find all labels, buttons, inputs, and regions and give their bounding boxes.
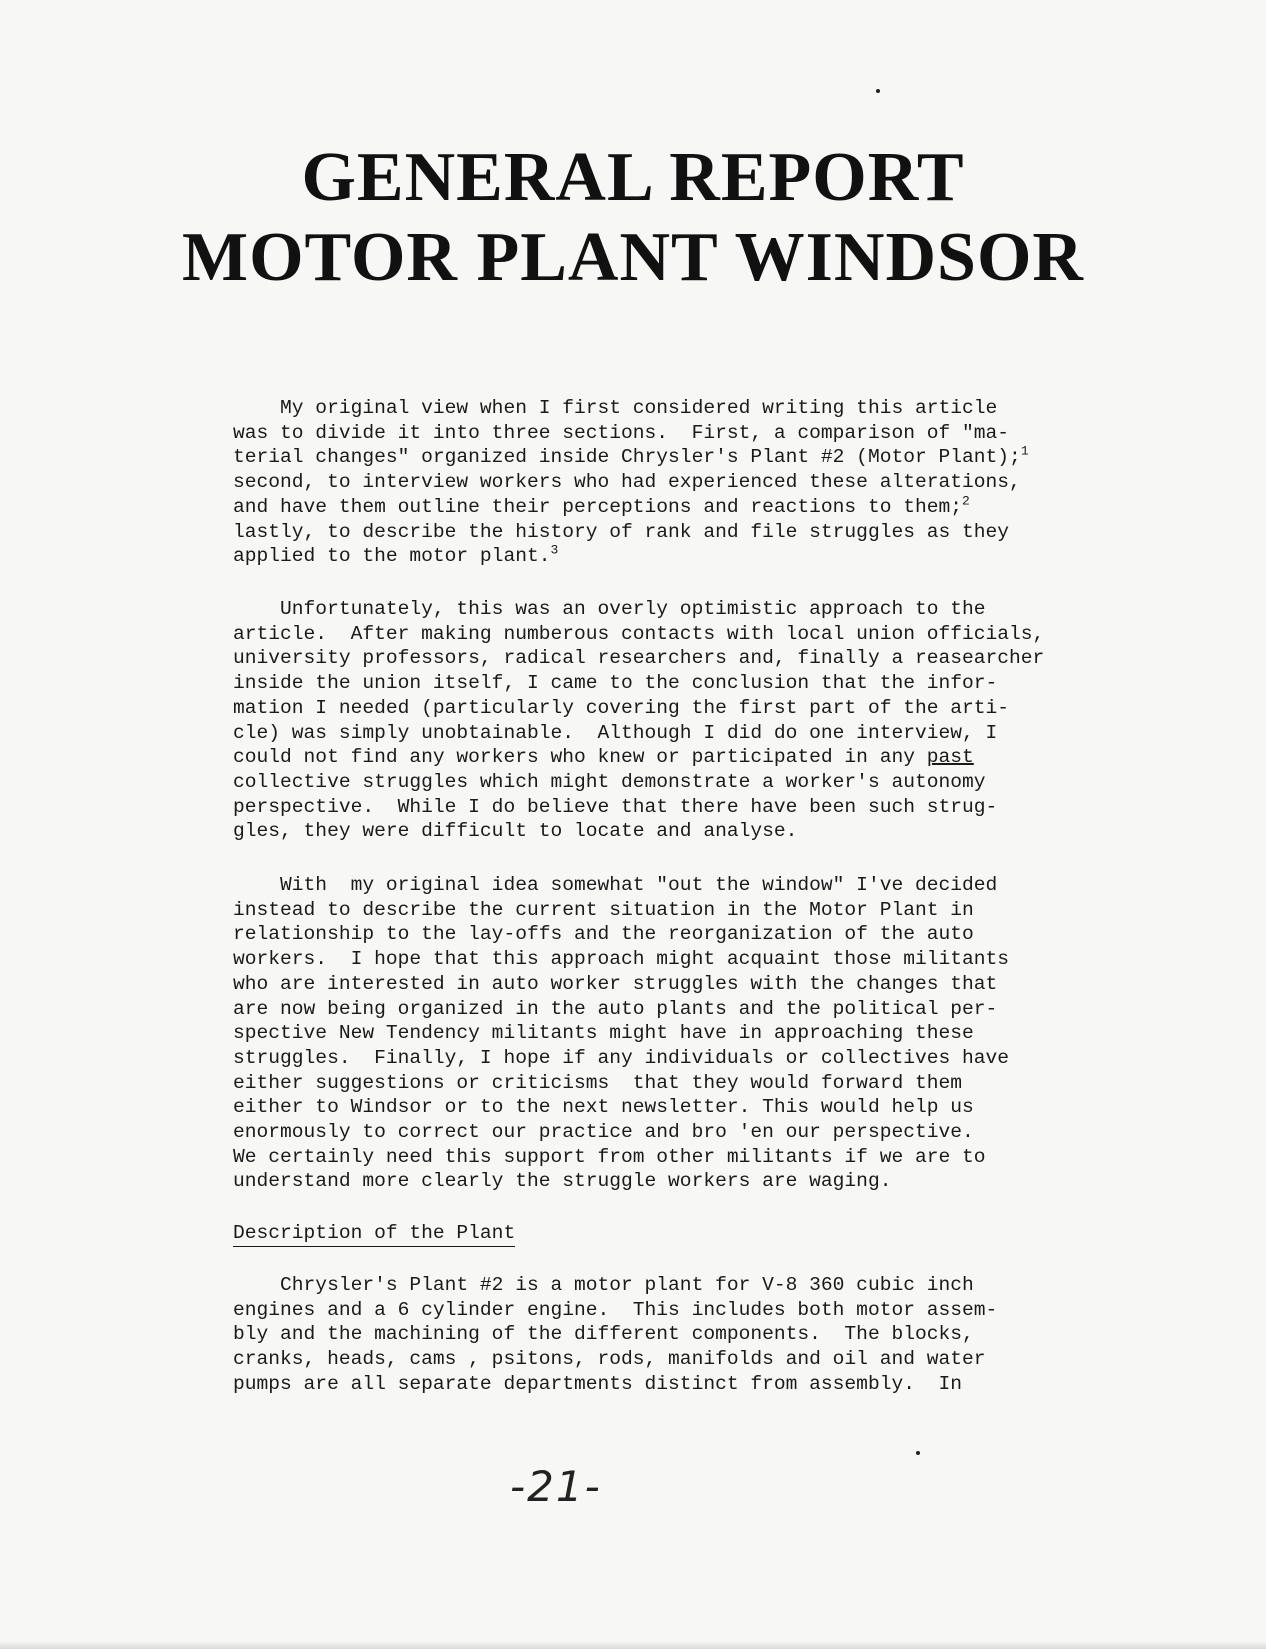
text-line: relationship to the lay-offs and the reorganization of the auto [233, 923, 974, 946]
text-line: university professors, radical researchers and, finally a reasearcher [233, 647, 1045, 670]
text-line: pumps are all separate departments distinct from assembly. In [233, 1372, 963, 1395]
paragraph-out-the-window [233, 873, 1133, 1194]
text-line: inside the union itself, I came to the conclusion that the infor- [233, 672, 998, 695]
report-title-line-1: GENERAL REPORT [301, 139, 965, 216]
text-line: terial changes" organized inside Chrysler's Plant #2 (Motor Plant); [233, 446, 1021, 469]
paragraph-plant-description [233, 1273, 1133, 1397]
text-line: was to divide it into three sections. First, a comparison of "ma- [233, 421, 1010, 444]
section-heading: Description of the Plant [233, 1221, 515, 1247]
footnote-marker: 3 [550, 542, 559, 558]
page-edge [0, 1641, 1266, 1649]
text-line: either suggestions or criticisms that they would forward them [233, 1071, 963, 1094]
text-line: We certainly need this support from other militants if we are to [233, 1145, 986, 1168]
text-line: are now being organized in the auto plants and the political per- [233, 997, 998, 1020]
text-line: and have them outline their perceptions and reactions to them; [233, 495, 963, 518]
text-line: lastly, to describe the history of rank and file struggles as they [233, 520, 1010, 543]
text-line: could not find any workers who knew or participated in any [233, 746, 927, 769]
text-line: Unfortunately, this was an overly optimistic approach to the [233, 598, 986, 620]
text-line: second, to interview workers who had experienced these alterations, [233, 471, 1021, 494]
page-number: -21- [510, 1462, 602, 1511]
text-line: article. After making numberous contacts with local union officials, [233, 622, 1045, 645]
text-line: My original view when I first considered writing this article [233, 397, 998, 419]
footnote-marker: 2 [962, 493, 970, 509]
text-line: who are interested in auto worker struggles with the changes that [233, 972, 998, 995]
text-line: bly and the machining of the different components. The blocks, [233, 1323, 974, 1346]
text-line: either to Windsor or to the next newsletter. This would help us [233, 1096, 974, 1119]
text-line: spective New Tendency militants might have in approaching these [233, 1022, 974, 1045]
paragraph-original-view [233, 396, 1133, 569]
scan-speck [876, 89, 880, 93]
text-line: workers. I hope that this approach might acquaint those militants [233, 948, 1010, 971]
text-line: applied to the motor plant. [233, 545, 551, 568]
paragraph-unfortunately [233, 597, 1133, 844]
report-title-line-2: MOTOR PLANT WINDSOR [182, 219, 1084, 296]
text-line: enormously to correct our practice and bro 'en our perspective. [233, 1121, 974, 1144]
text-line: gles, they were difficult to locate and analyse. [233, 820, 798, 843]
text-line: collective struggles which might demonstrate a worker's autonomy [233, 770, 986, 793]
footnote-marker: 1 [1020, 443, 1029, 459]
text-line: cle) was simply unobtainable. Although I did do one interview, I [233, 721, 998, 744]
text-line: struggles. Finally, I hope if any individuals or collectives have [233, 1046, 1010, 1069]
text-line: cranks, heads, cams , psitons, rods, manifolds and oil and water [233, 1348, 986, 1371]
text-line: understand more clearly the struggle workers are waging. [233, 1170, 892, 1193]
underlined-word: past [926, 746, 974, 769]
text-line: Chrysler's Plant #2 is a motor plant for V-8 360 cubic inch [233, 1274, 974, 1296]
text-line: With my original idea somewhat "out the window" I've decided [233, 874, 998, 896]
text-line: instead to describe the current situation in the Motor Plant in [233, 898, 974, 921]
text-line: perspective. While I do believe that there have been such strug- [233, 795, 998, 818]
text-line: mation I needed (particularly covering the first part of the arti- [233, 696, 1010, 719]
text-line: engines and a 6 cylinder engine. This includes both motor assem- [233, 1298, 998, 1321]
scan-speck [916, 1451, 920, 1455]
